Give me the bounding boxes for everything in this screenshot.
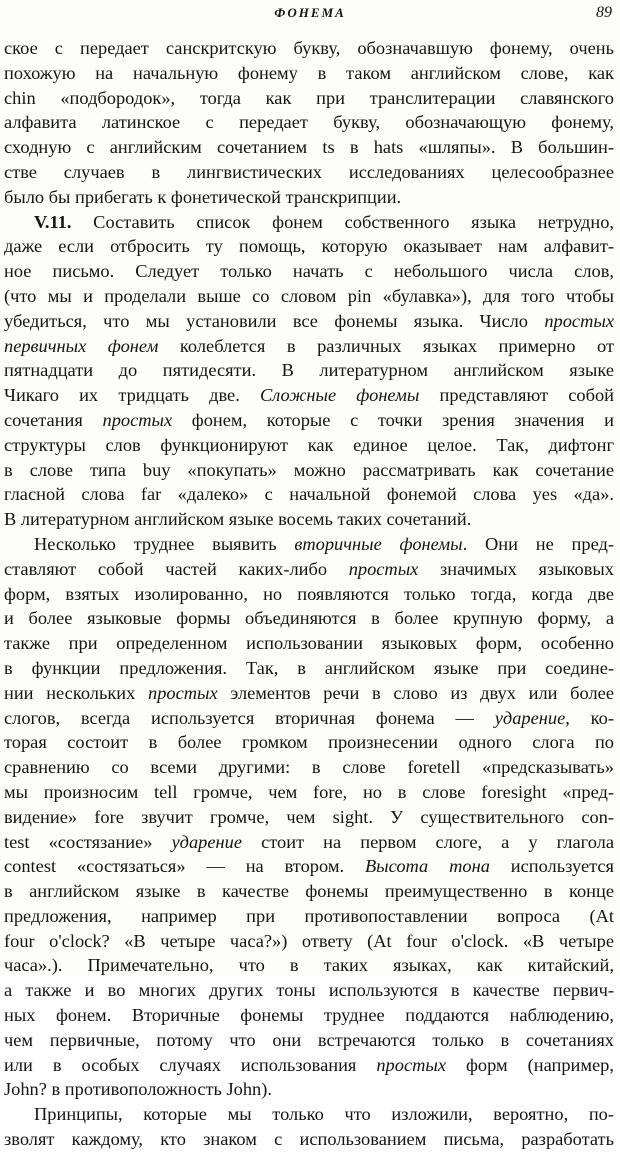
text-line: было бы прибегать к фонетической транскрипции. bbox=[4, 186, 402, 207]
text-line: гласной слова far «далеко» с начальной фонемой слова yes «да». bbox=[4, 484, 614, 505]
text-line: или в особых случаях использования простых форм (например, bbox=[4, 1054, 614, 1075]
text-line: чем первичные, потому что они встречаются только в сочетаниях bbox=[4, 1029, 614, 1050]
text-line: в слове типа buy «покупать» можно рассматривать как сочетание bbox=[4, 459, 614, 480]
text-line: сравнению со всеми другими: в слове foretell «предсказывать» bbox=[4, 757, 614, 778]
text-line: пятнадцати до пятидесяти. В литературном английском языке bbox=[4, 360, 614, 381]
section-heading-line bbox=[4, 210, 614, 235]
paragraph-first-line: Принципы, которые мы только что изложили, вероятно, по- bbox=[34, 1104, 614, 1125]
text-line: и более языковые формы объединяются в более крупную форму, а bbox=[4, 608, 614, 629]
running-title: ФОНЕМА bbox=[274, 5, 346, 20]
text-line: contest «состязаться» — на втором. Высота тона используется bbox=[4, 856, 614, 877]
text-line: сочетания простых фонем, которые с точки зрения значения и bbox=[4, 409, 614, 430]
text-line: а также и во многих других тоны используются в качестве первич- bbox=[4, 980, 614, 1001]
text-line: также при определенном использовании языковых форм, особенно bbox=[4, 633, 614, 654]
paragraph-first-line: Несколько труднее выявить вторичные фонемы. Они не пред- bbox=[34, 533, 614, 554]
text-line: убедиться, что мы установили все фонемы языка. Число простых bbox=[4, 310, 614, 331]
text-line: видение» fore звучит громче, чем sight. У существительного con- bbox=[4, 806, 614, 827]
text-line: сходную с английским сочетанием ts в hats «шляпы». В большин- bbox=[4, 137, 614, 158]
text-line: похожую на начальную фонему в таком английском слове, как bbox=[4, 62, 614, 83]
text-line: слогов, всегда используется вторичная фонема — ударение, ко- bbox=[4, 707, 614, 728]
text-line: первичных фонем колеблется в различных языках примерно от bbox=[4, 335, 614, 356]
text-line: four o'clock? «В четыре часа?») ответу (At four o'clock. «В четыре bbox=[4, 930, 614, 951]
text-line: ное письмо. Следует только начать с небольшого числа слов, bbox=[4, 261, 614, 282]
text-line: (что мы и проделали выше со словом pin «булавка»), для того чтобы bbox=[4, 285, 614, 306]
text-line: форм, взятых изолированно, но появляются только тогда, когда две bbox=[4, 583, 614, 604]
page-number: 89 bbox=[596, 4, 612, 21]
text-line: мы произносим tell громче, чем fore, но в слове foresight «пред- bbox=[4, 781, 614, 802]
text-line: Чикаго их тридцать две. Сложные фонемы представляют собой bbox=[4, 385, 614, 406]
body-text bbox=[4, 36, 614, 1152]
text-line: ское c передает санскритскую букву, обозначавшую фонему, очень bbox=[4, 38, 614, 58]
text-line: нии нескольких простых элементов речи в слово из двух или более bbox=[4, 682, 614, 703]
section-number: V.11. bbox=[34, 211, 72, 232]
text-line: даже если отбросить ту помощь, которую оказывает нам алфавит- bbox=[4, 236, 614, 257]
text-line: ных фонем. Вторичные фонемы труднее поддаются наблюдению, bbox=[4, 1005, 614, 1026]
text-line: предложения, например при противопоставлении вопроса (At bbox=[4, 905, 614, 926]
text-line: в английском языке в качестве фонемы преимущественно в конце bbox=[4, 881, 614, 902]
text-line: ставляют собой частей каких-либо простых значимых языковых bbox=[4, 558, 614, 579]
text-line: часа».). Примечательно, что в таких языках, как китайский, bbox=[4, 955, 614, 976]
section-lead-text: Составить список фонем собственного языка нетрудно, bbox=[71, 211, 614, 232]
text-line: алфавита латинское c передает букву, обозначающую фонему, bbox=[4, 112, 614, 133]
text-line: John? в противоположность John). bbox=[4, 1079, 272, 1100]
text-line: test «состязание» ударение стоит на первом слоге, а у глагола bbox=[4, 831, 614, 852]
text-line: зволят каждому, кто знаком с использованием письма, разработать bbox=[4, 1129, 614, 1150]
text-line: стве случаев в лингвистических исследованиях целесообразнее bbox=[4, 161, 614, 182]
running-head bbox=[0, 2, 620, 24]
text-line: chin «подбородок», тогда как при транслитерации славянского bbox=[4, 87, 614, 108]
text-line: структуры слов функционируют как единое целое. Так, дифтонг bbox=[4, 434, 614, 455]
text-line: В литературном английском языке восемь таких сочетаний. bbox=[4, 509, 472, 530]
text-line: в функции предложения. Так, в английском языке при соедине- bbox=[4, 657, 614, 678]
text-line: торая состоит в более громком произнесении одного слога по bbox=[4, 732, 614, 753]
